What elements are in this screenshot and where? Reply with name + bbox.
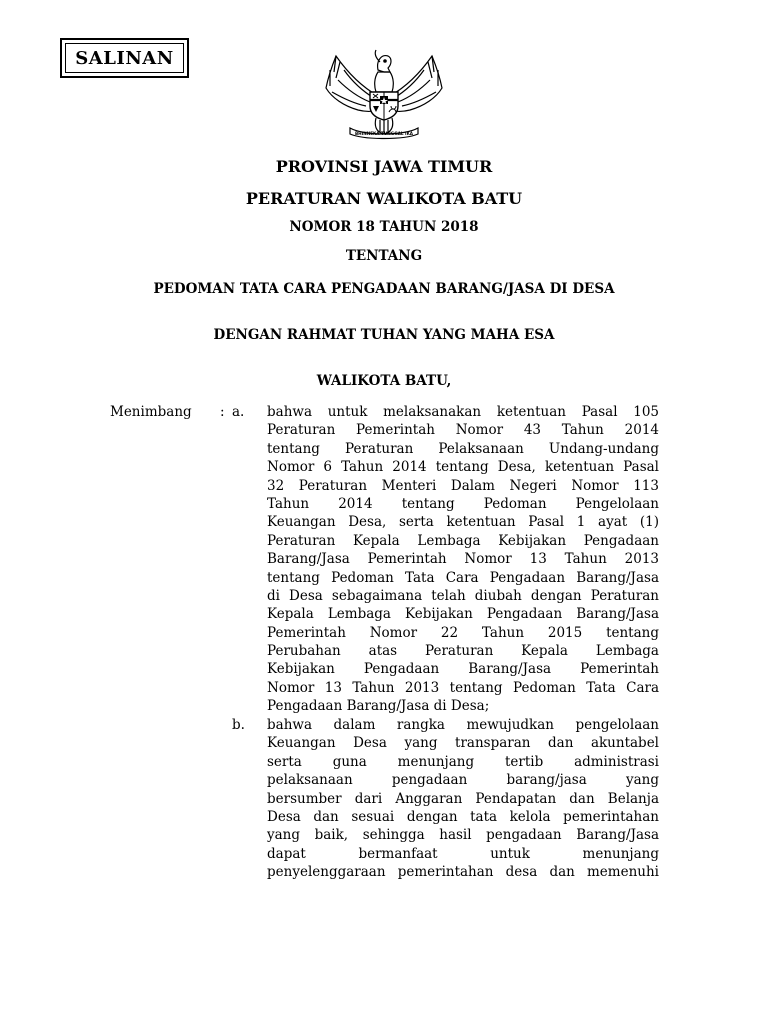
text-line: tentang Pedoman Tata Cara Pengadaan Barang/Jasa (267, 569, 659, 586)
regulation-title: PERATURAN WALIKOTA BATU (245, 189, 523, 208)
text-line: dapat bermanfaat untuk menunjang (267, 845, 659, 862)
province-heading: PROVINSI JAWA TIMUR (275, 157, 493, 176)
regulation-subject: PEDOMAN TATA CARA PENGADAAN BARANG/JASA DI DESA (153, 281, 615, 297)
text-line: Keuangan Desa yang transparan dan akuntabel (267, 735, 659, 752)
point-b-text (267, 716, 659, 882)
text-line: bersumber dari Anggaran Pendapatan dan Belanja (267, 790, 659, 807)
text-line: 32 Peraturan Menteri Dalam Negeri Nomor 113 (267, 477, 659, 494)
point-a-text (267, 403, 659, 716)
point-b-marker: b. (232, 717, 245, 733)
text-line: bahwa untuk melaksanakan ketentuan Pasal 105 (267, 404, 659, 420)
text-line: Peraturan Pemerintah Nomor 43 Tahun 2014 (267, 422, 659, 439)
text-line: yang baik, sehingga hasil pengadaan Barang/Jasa (267, 827, 659, 844)
text-line: Nomor 6 Tahun 2014 tentang Desa, ketentuan Pasal (267, 459, 659, 476)
text-line: bahwa dalam rangka mewujudkan pengelolaan (267, 717, 659, 733)
text-line: Barang/Jasa Pemerintah Nomor 13 Tahun 2013 (267, 551, 659, 568)
text-line: Nomor 13 Tahun 2013 tentang Pedoman Tata Cara (267, 679, 659, 696)
regulation-number: NOMOR 18 TAHUN 2018 (289, 219, 479, 235)
text-line: Kebijakan Pengadaan Barang/Jasa Pemerintah (267, 661, 659, 678)
considering-colon: : (220, 404, 225, 420)
text-line: Peraturan Kepala Lembaga Kebijakan Pengadaan (267, 532, 659, 549)
point-a-marker: a. (232, 404, 245, 420)
emblem-motto: BHINNEKA TUNGGAL IKA (354, 131, 414, 136)
text-line: Perubahan atas Peraturan Kepala Lembaga (267, 643, 659, 660)
text-line: pelaksanaan pengadaan barang/jasa yang (267, 772, 659, 789)
text-line: serta guna menunjang tertib administrasi (267, 753, 659, 770)
text-line: Keuangan Desa, serta ketentuan Pasal 1 ayat (1) (267, 514, 659, 531)
text-line: Kepala Lembaga Kebijakan Pengadaan Barang/Jasa (267, 606, 659, 623)
salinan-stamp (60, 38, 189, 78)
stamp-label: SALINAN (75, 47, 174, 69)
text-line: di Desa sebagaimana telah diubah dengan Peraturan (267, 587, 659, 604)
considering-label: Menimbang (110, 404, 192, 420)
authority-heading: WALIKOTA BATU, (316, 373, 452, 389)
text-line: Pemerintah Nomor 22 Tahun 2015 tentang (267, 624, 659, 641)
text-line: penyelenggaraan pemerintahan desa dan memenuhi (267, 864, 659, 881)
text-line: Desa dan sesuai dengan tata kelola pemerintahan (267, 808, 659, 825)
text-line: Tahun 2014 tentang Pedoman Pengelolaan (267, 495, 659, 512)
text-line: Pengadaan Barang/Jasa di Desa; (267, 698, 490, 715)
preamble-heading: DENGAN RAHMAT TUHAN YANG MAHA ESA (213, 327, 555, 343)
garuda-pancasila-emblem-icon (314, 48, 454, 140)
text-line: tentang Peraturan Pelaksanaan Undang-undang (267, 440, 659, 457)
about-heading: TENTANG (345, 248, 423, 264)
